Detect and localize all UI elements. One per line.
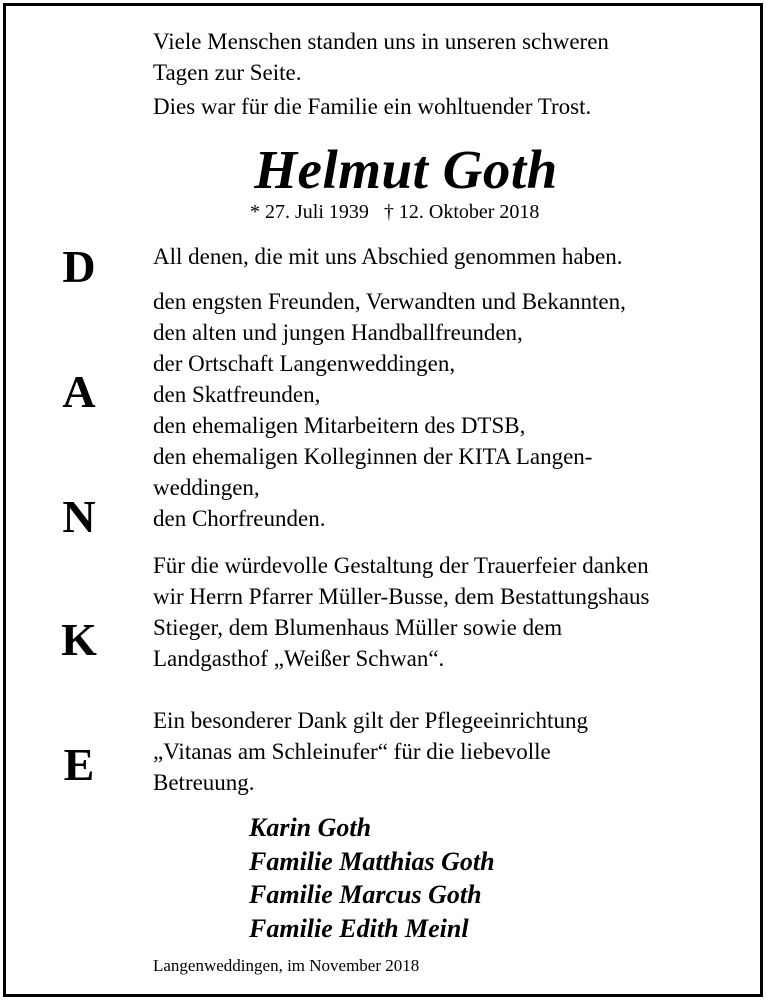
thanks-intro: All denen, die mit uns Abschied genommen haben. [153,244,623,269]
intro-line: Viele Menschen standen uns in unseren schweren [153,29,609,54]
signers-list [249,811,495,945]
thanks-list [153,286,626,534]
deceased-name: Helmut Goth [254,139,558,200]
signer: Familie Matthias Goth [249,846,495,876]
intro-paragraph-2: Dies war für die Familie ein wohltuender Trost. [153,94,592,119]
paragraph-line: Stieger, dem Blumenhaus Müller sowie dem [153,615,563,640]
list-item: den engsten Freunden, Verwandten und Bekannten, [153,289,626,314]
danke-letter-a: A [62,366,96,417]
place-and-date: Langenweddingen, im November 2018 [153,956,420,975]
ceremony-paragraph [153,550,649,674]
list-item: weddingen, [153,475,260,500]
paragraph-line: wir Herrn Pfarrer Müller-Busse, dem Bestattungshaus [153,584,650,609]
paragraph-line: Landgasthof „Weißer Schwan“. [153,646,445,671]
paragraph-line: Betreuung. [153,770,255,795]
list-item: den alten und jungen Handballfreunden, [153,320,523,345]
list-item: der Ortschaft Langenweddingen, [153,351,456,376]
list-item: den ehemaligen Kolleginnen der KITA Langen- [153,444,593,469]
danke-letter-n: N [62,491,96,542]
danke-letter-k: K [61,614,97,665]
list-item: den Skatfreunden, [153,382,321,407]
list-item: den ehemaligen Mitarbeitern des DTSB, [153,413,526,438]
danke-letter-d: D [62,241,96,292]
paragraph-line: Für die würdevolle Gestaltung der Trauerfeier danken [153,553,649,578]
life-dates: * 27. Juli 1939 † 12. Oktober 2018 [250,201,540,223]
list-item: den Chorfreunden. [153,506,326,531]
signer: Familie Marcus Goth [249,880,482,909]
signer: Karin Goth [249,813,372,842]
danke-letter-e: E [63,739,95,790]
intro-paragraph-1 [153,26,609,88]
intro-line: Tagen zur Seite. [153,60,302,85]
special-thanks-paragraph [153,705,588,798]
paragraph-line: Ein besonderer Dank gilt der Pflegeeinrichtung [153,708,588,733]
signer: Familie Edith Meinl [249,913,469,943]
paragraph-line: „Vitanas am Schleinufer“ für die liebevolle [153,739,551,764]
